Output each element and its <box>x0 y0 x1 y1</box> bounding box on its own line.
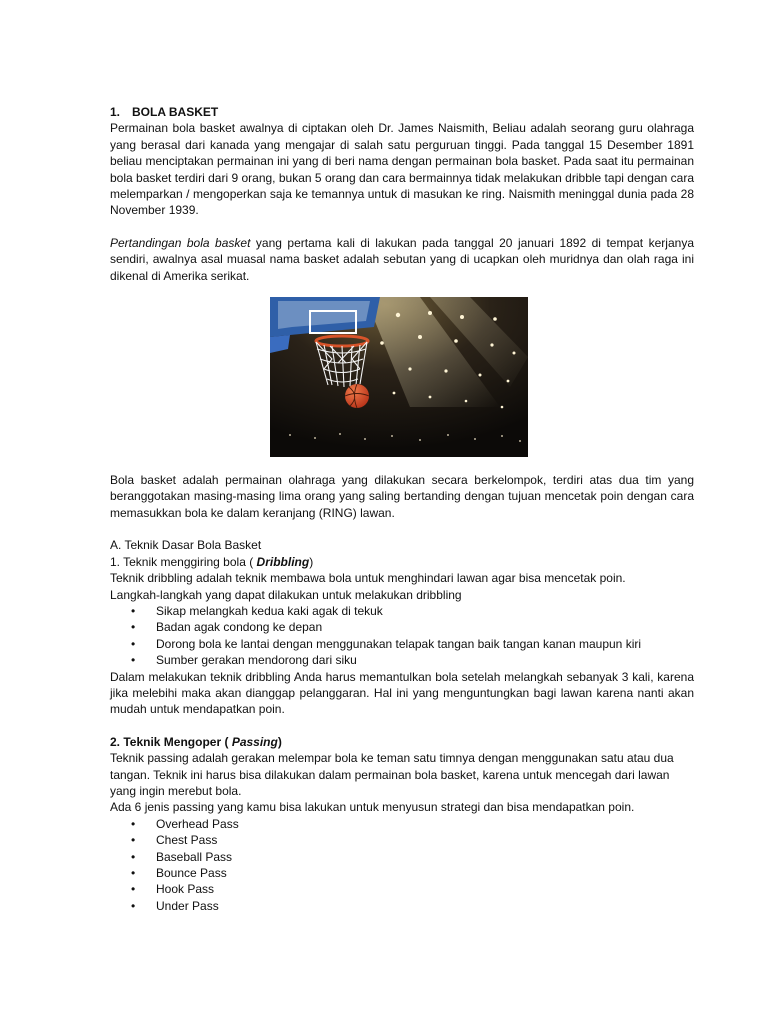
passing-heading-suffix: ) <box>277 734 282 749</box>
bullet-icon: • <box>131 816 136 831</box>
list-item-text: Chest Pass <box>156 833 218 848</box>
passing-heading-italic: Passing <box>231 734 278 749</box>
bullet-icon: • <box>131 898 136 913</box>
dribbling-steps-list <box>110 603 694 669</box>
list-item <box>110 881 694 897</box>
bullet-icon: • <box>131 833 136 848</box>
list-item-text: Badan agak condong ke depan <box>156 620 323 635</box>
dribbling-definition: Teknik dribbling adalah teknik membawa bola untuk menghindari lawan agar bisa mencetak poin. <box>110 571 626 586</box>
bullet-icon: • <box>131 636 136 651</box>
list-item-text: Bounce Pass <box>156 866 227 880</box>
techniques-heading: A. Teknik Dasar Bola Basket <box>110 538 262 553</box>
bullet-icon: • <box>131 620 136 635</box>
document-page <box>110 104 694 914</box>
definition-paragraph: Bola basket adalah permainan olahraga yang dilakukan secara berkelompok, terdiri atas dua tim yang beranggotakan masing-masing lima orang yang saling bertanding dengan tujuan mencetak poin dengan cara memasukkan bola ke dalam keranjang (RING) lawan. <box>110 473 694 520</box>
basketball-hoop-image <box>270 297 528 457</box>
first-match-italic: Pertandingan bola basket <box>110 235 251 250</box>
bullet-icon: • <box>131 882 136 897</box>
dribbling-heading-italic: Dribbling <box>256 554 310 569</box>
bullet-icon: • <box>131 866 136 880</box>
list-item <box>110 652 694 668</box>
list-item <box>110 865 694 881</box>
passing-definition: Teknik passing adalah gerakan melempar bola ke teman satu timnya dengan menggunakan satu atau dua tangan. Teknik ini harus bisa dilakukan dalam permainan bola basket, karena untuk mencegah dari lawan yang ingin merebut bola. <box>110 751 674 798</box>
dribbling-closing: Dalam melakukan teknik dribbling Anda harus memantulkan bola setelah melangkah sebanyak 3 kali, karena jika melebihi maka akan dianggap pelanggaran. Hal ini yang menguntungkan bagi lawan karena nanti akan mudah untuk mendapatkan poin. <box>110 669 694 717</box>
bullet-icon: • <box>131 603 136 618</box>
list-item-text: Under Pass <box>156 898 219 913</box>
list-item-text: Sumber gerakan mendorong dari siku <box>156 653 357 668</box>
section-title <box>110 104 694 120</box>
list-item <box>110 619 694 635</box>
first-match-paragraph <box>110 235 694 284</box>
passing-types-list <box>110 816 694 914</box>
first-match-rest: yang pertama kali di lakukan pada tanggal 20 januari 1892 di tempat kerjanya sendiri, awalnya asal muasal nama basket adalah sebutan yang di ucapkan oleh muridnya dan olah raga ini dikenal di Amerika serikat. <box>110 235 694 283</box>
list-item-text: Overhead Pass <box>156 816 239 831</box>
passing-heading <box>110 734 694 750</box>
bullet-icon: • <box>131 849 136 864</box>
list-item <box>110 898 694 914</box>
list-item-text: Dorong bola ke lantai dengan menggunakan telapak tangan baik tangan kanan maupun kiri <box>156 636 642 651</box>
list-item-text: Baseball Pass <box>156 849 233 864</box>
list-item-text: Sikap melangkah kedua kaki agak di tekuk <box>156 603 383 618</box>
bullet-icon: • <box>131 653 136 668</box>
list-item <box>110 603 694 619</box>
list-item <box>110 816 694 832</box>
section-title-text: BOLA BASKET <box>132 105 219 119</box>
dribbling-heading-prefix: 1. Teknik menggiring bola ( <box>110 554 257 569</box>
section-number: 1. <box>110 105 121 119</box>
list-item-text: Hook Pass <box>156 882 215 897</box>
dribbling-heading-suffix: ) <box>309 554 314 569</box>
history-paragraph: Permainan bola basket awalnya di ciptakan oleh Dr. James Naismith, Beliau adalah seorang guru olahraga yang berasal dari kanada yang mengajar di salah satu perguruan tinggi. Pada tanggal 15 Desember 1891 beliau menciptakan permainan ini yang di beri nama dengan permainan bola basket. Pada saat itu permainan bola basket terdiri dari 9 orang, bukan 5 orang dan cara bermainnya tidak melakukan dribble tapi dengan cara melemparkan / mengoperkan saja ke temannya untuk di masukan ke ring. Naismith meninggal dunia pada 28 November 1939. <box>110 121 694 218</box>
passing-heading-prefix: 2. Teknik Mengoper ( <box>110 734 232 749</box>
list-item <box>110 832 694 848</box>
dribbling-heading <box>110 554 694 570</box>
basketball-icon <box>345 384 369 408</box>
passing-types-intro: Ada 6 jenis passing yang kamu bisa lakukan untuk menyusun strategi dan bisa mendapatkan poin. <box>110 800 635 815</box>
list-item <box>110 636 694 652</box>
dribbling-steps-intro: Langkah-langkah yang dapat dilakukan untuk melakukan dribbling <box>110 587 462 602</box>
list-item <box>110 849 694 865</box>
